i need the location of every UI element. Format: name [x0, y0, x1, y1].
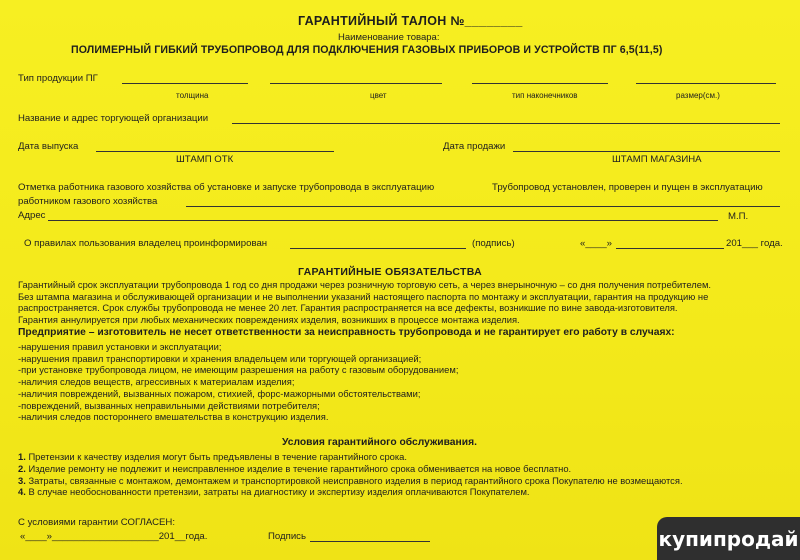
page-title: ГАРАНТИЙНЫЙ ТАЛОН №________: [298, 14, 523, 28]
product-name: ПОЛИМЕРНЫЙ ГИБКИЙ ТРУБОПРОВОД ДЛЯ ПОДКЛЮЧЕНИЯ ГАЗОВЫХ ПРИБОРОВ И УСТРОЙСТВ ПГ 6,5(11,5): [71, 44, 663, 56]
thickness-caption: толщина: [176, 91, 209, 100]
sale-date-line: [513, 151, 780, 152]
gas-worker-label: работником газового хозяйства: [18, 196, 158, 207]
obligation-paragraph: Гарантия аннулируется при любых механических повреждениях изделия, возникших в процессе монтажа изделия.: [18, 313, 520, 325]
agreed-signature-line: [310, 541, 430, 542]
list-item: -наличия следов веществ, агрессивных к материалам изделия;: [18, 376, 295, 388]
informed-label: О правилах пользования владелец проинформирован: [24, 238, 268, 249]
agreed-date: «____»____________________201__года.: [20, 531, 208, 542]
mp-label: М.П.: [728, 211, 749, 222]
size-caption: размер(см.): [676, 91, 720, 100]
obligations-paragraphs: [18, 279, 711, 325]
service-heading: Условия гарантийного обслуживания.: [282, 437, 477, 448]
watermark-badge: [657, 517, 800, 560]
obligations-heading: ГАРАНТИЙНЫЕ ОБЯЗАТЕЛЬСТВА: [298, 266, 482, 278]
list-item: -наличия следов постороннего вмешательства в конструкцию изделия.: [18, 411, 329, 423]
obligation-paragraph: распространяется. Срок службы трубопровода не менее 20 лет. Гарантия распространяется на все дефекты, возникшие по вине завода-изготовителя.: [18, 302, 678, 314]
list-item: -повреждений, вызванных неправильными действиями потребителя;: [18, 399, 320, 411]
list-item: -нарушения правил транспортировки и хранения владельцем или торгующей организацией;: [18, 352, 422, 364]
service-items: [18, 451, 683, 498]
list-item: 3. Затраты, связанные с монтажом, демонтажем и транспортировкой неисправного изделия в период гарантийного срока Покупателю не возмещаются.: [18, 474, 683, 486]
address-line: [48, 220, 718, 221]
release-date-label: Дата выпуска: [18, 141, 79, 152]
list-item: -нарушения правил установки и эксплуатации;: [18, 341, 222, 352]
list-item: 1. Претензии к качеству изделия могут быть предъявлены в течение гарантийного срока.: [18, 451, 407, 462]
tip-type-caption: тип наконечников: [512, 91, 578, 100]
store-label: Название и адрес торгующей организации: [18, 113, 209, 124]
list-item: -при установке трубопровода лицом, не имеющим разрешения на работу с газовым оборудованием;: [18, 364, 459, 376]
liability-heading: Предприятие – изготовитель не несет ответственности за неисправность трубопровода и не гарантирует его работу в случаях:: [18, 327, 675, 338]
address-label: Адрес: [18, 210, 46, 221]
stamp-otk: ШТАМП ОТК: [176, 154, 234, 165]
obligation-paragraph: Гарантийный срок эксплуатации трубопровода 1 год со дня продажи через розничную торговую сеть, а через внерыночную – со дня получения потребителем.: [18, 279, 712, 290]
color-caption: цвет: [370, 91, 387, 100]
list-item: -наличия повреждений, вызванных пожаром, стихией, форс-мажорными обстоятельствами;: [18, 387, 421, 399]
size-line: [636, 83, 776, 84]
color-line: [270, 83, 442, 84]
liability-cases: [18, 341, 458, 423]
agreed-label: С условиями гарантии СОГЛАСЕН:: [18, 517, 176, 528]
list-item: 4. В случае необоснованности претензии, затраты на диагностику и экспертизу изделия оплачиваются Покупателем.: [18, 486, 530, 498]
gas-worker-line: [186, 206, 780, 207]
agreed-signature-label: Подпись: [268, 531, 306, 542]
stamp-store: ШТАМП МАГАЗИНА: [612, 154, 702, 165]
obligation-paragraph: Без штампа магазина и обслуживающей организации и не выполнении указаний настоящего паспорта по монтажу и эксплуатации, гарантия на продукцию не: [18, 290, 709, 302]
sale-date-label: Дата продажи: [443, 141, 506, 152]
release-date-line: [96, 151, 334, 152]
signature-caption: (подпись): [472, 238, 515, 249]
store-line: [232, 123, 780, 124]
date-line: [616, 248, 724, 249]
product-label: Наименование товара:: [338, 32, 440, 43]
watermark-text: купипродай: [658, 526, 799, 551]
product-type-label: Тип продукции ПГ: [18, 73, 98, 84]
thickness-line: [122, 83, 248, 84]
list-item: 2. Изделие ремонту не подлежит и неисправленное изделие в течение гарантийного срока обменивается на новое бесплатно.: [18, 462, 572, 474]
date-open: «____»: [580, 238, 613, 249]
informed-signature-line: [290, 248, 466, 249]
year-suffix: 201___ года.: [726, 238, 783, 249]
installed-label: Трубопровод установлен, проверен и пущен в эксплуатацию: [492, 182, 763, 193]
tip-type-line: [472, 83, 608, 84]
gas-mark-label: Отметка работника газового хозяйства об установке и запуске трубопровода в эксплуатацию: [18, 182, 435, 193]
